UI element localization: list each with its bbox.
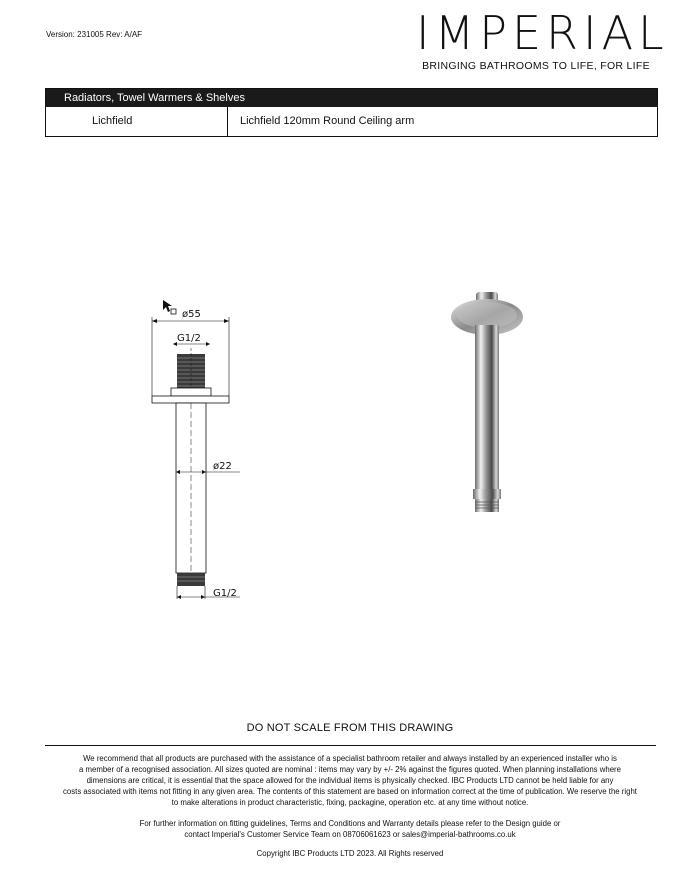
- disclaimer: [24, 753, 676, 808]
- disclaimer-line: a member of a recognised association. All sizes quoted are nominal : items may vary by +/- 2% against the figures quoted. When planning installations where: [79, 765, 621, 774]
- range-cell: Lichfield: [46, 107, 228, 136]
- product-row: [46, 107, 657, 136]
- disclaimer-line: dimensions are critical, it is essential that the space allowed for the individual items is physically checked. IBC Products LTD cannot be held liable for any: [86, 776, 614, 785]
- brand-block: [416, 6, 669, 72]
- further-info-line: contact Imperial's Customer Service Team on 08706061623 or sales@imperial-bathrooms.co.uk: [184, 830, 516, 839]
- do-not-scale-warning: DO NOT SCALE FROM THIS DRAWING: [246, 722, 454, 734]
- product-table: [45, 88, 658, 137]
- brand-logo: IMPERIAL: [416, 6, 669, 60]
- dim-tube-label: ø22: [213, 461, 232, 472]
- disclaimer-line: We recommend that all products are purchased with the assistance of a specialist bathroom retailer and always installed by an experienced installer who is: [83, 754, 617, 763]
- divider: [45, 745, 656, 746]
- category-header: Radiators, Towel Warmers & Shelves: [46, 89, 657, 107]
- product-image: [440, 285, 540, 517]
- disclaimer-line: costs associated with items not fitting in any given area. The contents of this statement are based on information correct at the time of publication. We reserve the right: [63, 787, 637, 796]
- dim-top-label: ø55: [182, 309, 201, 320]
- brand-tagline: BRINGING BATHROOMS TO LIFE, FOR LIFE: [422, 60, 650, 72]
- thread-bottom-label: G1/2: [213, 588, 237, 599]
- further-info: [60, 818, 640, 840]
- version-text: Version: 231005 Rev: A/AF: [46, 30, 143, 39]
- cursor-box-icon: [171, 309, 176, 314]
- copyright: Copyright IBC Products LTD 2023. All Rights reserved: [256, 849, 444, 858]
- thread-top-label: G1/2: [177, 333, 201, 344]
- product-cell: Lichfield 120mm Round Ceiling arm: [240, 115, 415, 127]
- disclaimer-line: to make alterations in product characteristic, fixing, packagine, operation etc. at any time without notice.: [171, 798, 529, 807]
- further-info-line: For further information on fitting guidelines, Terms and Conditions and Warranty details please refer to the Design guide or: [139, 819, 561, 828]
- technical-drawing: [140, 296, 260, 608]
